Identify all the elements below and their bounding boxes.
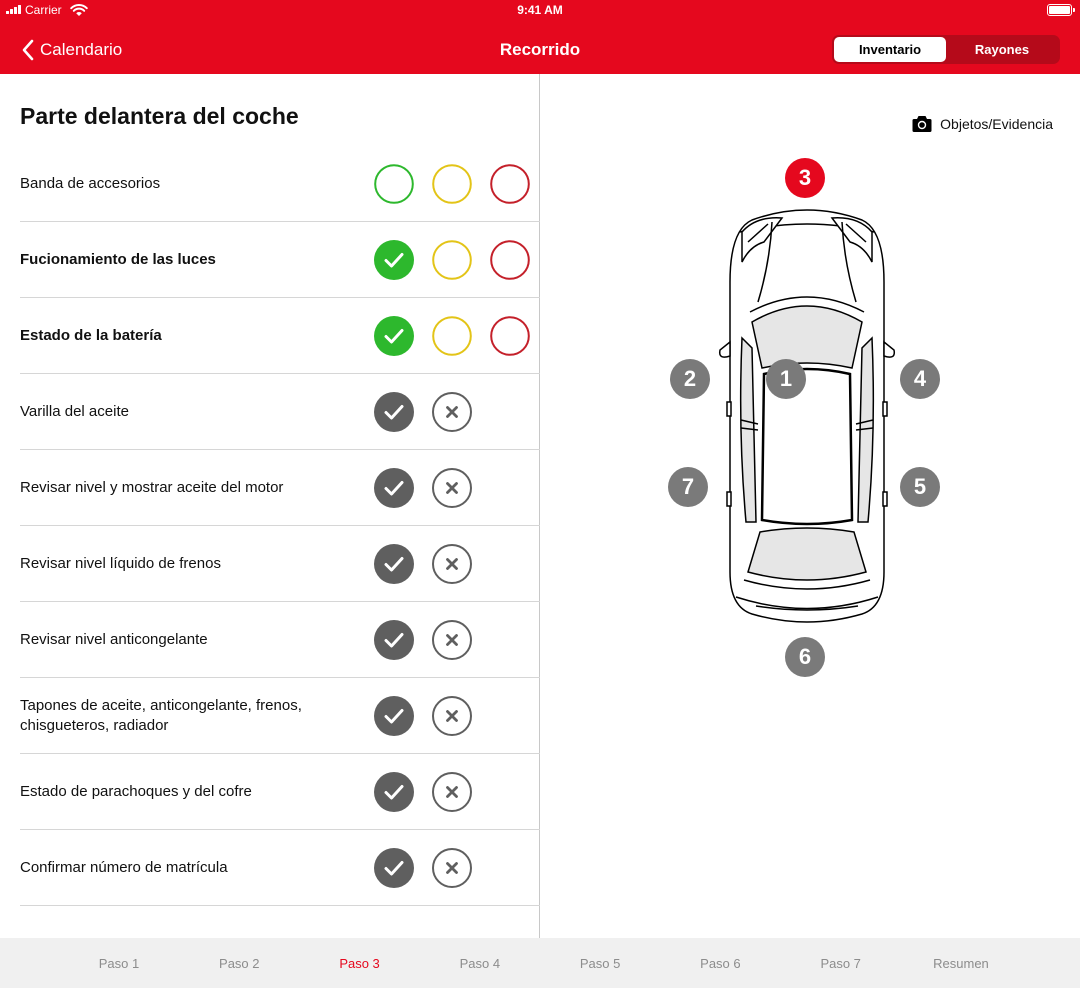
checklist-row <box>20 374 540 450</box>
back-label: Calendario <box>40 40 123 59</box>
check-button[interactable] <box>374 544 414 584</box>
status-bad-button[interactable] <box>490 164 530 204</box>
checklist-options <box>374 468 472 508</box>
step-tab-1[interactable]: Paso 1 <box>98 955 140 971</box>
evidence-label: Objetos/Evidencia <box>940 116 1053 132</box>
checklist-item-label: Estado de parachoques y del cofre <box>20 782 252 800</box>
checklist-row <box>20 146 540 222</box>
carrier-label: Carrier <box>25 3 62 17</box>
checklist-row <box>20 754 540 830</box>
step-tab-bar <box>0 938 1080 988</box>
segment-rayones[interactable]: Rayones <box>974 42 1030 57</box>
status-bad-button[interactable] <box>490 240 530 280</box>
step-tab-6[interactable]: Paso 6 <box>700 955 741 971</box>
status-good-button[interactable] <box>374 240 414 280</box>
checklist-row <box>20 298 540 374</box>
checklist-item-label: Estado de la batería <box>20 326 162 344</box>
cross-button[interactable] <box>432 620 472 660</box>
status-warning-button[interactable] <box>432 316 472 356</box>
step-tab-4[interactable]: Paso 4 <box>459 955 501 971</box>
chevron-left-icon <box>22 39 34 61</box>
status-warning-button[interactable] <box>432 240 472 280</box>
checklist-options <box>374 316 530 356</box>
page-title: Recorrido <box>499 40 581 59</box>
status-good-button[interactable] <box>374 164 414 204</box>
section-title: Parte delantera del coche <box>20 103 299 129</box>
car-zone-5[interactable]: 5 <box>900 467 940 507</box>
checklist-item-label: Revisar nivel líquido de frenos <box>20 554 221 572</box>
checklist-options <box>374 620 472 660</box>
back-button[interactable] <box>22 37 122 63</box>
checklist-options <box>374 848 472 888</box>
cross-button[interactable] <box>432 772 472 812</box>
car-diagram-panel <box>541 74 1080 938</box>
cross-button[interactable] <box>432 696 472 736</box>
check-button[interactable] <box>374 620 414 660</box>
check-button[interactable] <box>374 392 414 432</box>
step-tab-8[interactable]: Resumen <box>933 955 989 971</box>
checklist-item-label: Revisar nivel anticongelante <box>20 630 208 648</box>
checklist-row <box>20 602 540 678</box>
status-time: 9:41 AM <box>517 3 563 17</box>
checklist-rows <box>0 146 540 906</box>
car-zone-3[interactable]: 3 <box>785 158 825 198</box>
checklist-item-label: Confirmar número de matrícula <box>20 858 228 876</box>
check-button[interactable] <box>374 468 414 508</box>
cross-button[interactable] <box>432 392 472 432</box>
segment-inventario[interactable]: Inventario <box>834 37 946 62</box>
car-top-view <box>712 202 902 632</box>
checklist-options <box>374 240 530 280</box>
car-zone-4[interactable]: 4 <box>900 359 940 399</box>
step-tab-3[interactable]: Paso 3 <box>339 955 380 971</box>
cross-button[interactable] <box>432 468 472 508</box>
navigation-bar <box>0 0 1080 74</box>
status-bad-button[interactable] <box>490 316 530 356</box>
checklist-options <box>374 164 530 204</box>
checklist-row <box>20 222 540 298</box>
step-tab-2[interactable]: Paso 2 <box>219 955 260 971</box>
checklist-options <box>374 544 472 584</box>
check-button[interactable] <box>374 696 414 736</box>
checklist-options <box>374 392 472 432</box>
check-button[interactable] <box>374 772 414 812</box>
checklist-item-label: Tapones de aceite, anticongelante, frenos, chisgueteros, radiador <box>20 696 302 734</box>
step-tab-7[interactable]: Paso 7 <box>820 955 861 971</box>
car-zone-6[interactable]: 6 <box>785 637 825 677</box>
cross-button[interactable] <box>432 544 472 584</box>
checklist-panel <box>0 74 540 938</box>
battery-icon <box>1047 4 1072 16</box>
checklist-item-label: Varilla del aceite <box>20 402 129 420</box>
car-zone-1[interactable]: 1 <box>766 359 806 399</box>
checklist-row <box>20 526 540 602</box>
camera-icon <box>912 115 932 133</box>
check-button[interactable] <box>374 848 414 888</box>
checklist-row <box>20 830 540 906</box>
cross-button[interactable] <box>432 848 472 888</box>
status-warning-button[interactable] <box>432 164 472 204</box>
checklist-item-label: Fucionamiento de las luces <box>20 250 216 268</box>
car-zone-7[interactable]: 7 <box>668 467 708 507</box>
evidence-button[interactable] <box>912 115 1053 133</box>
status-good-button[interactable] <box>374 316 414 356</box>
checklist-options <box>374 696 472 736</box>
checklist-row <box>20 678 540 754</box>
checklist-row <box>20 450 540 526</box>
view-segmented-control <box>832 35 1060 64</box>
checklist-item-label: Revisar nivel y mostrar aceite del motor <box>20 478 284 496</box>
step-tab-5[interactable]: Paso 5 <box>579 955 621 971</box>
checklist-item-label: Banda de accesorios <box>20 174 161 192</box>
status-bar <box>0 0 1080 20</box>
car-zone-2[interactable]: 2 <box>670 359 710 399</box>
checklist-options <box>374 772 472 812</box>
